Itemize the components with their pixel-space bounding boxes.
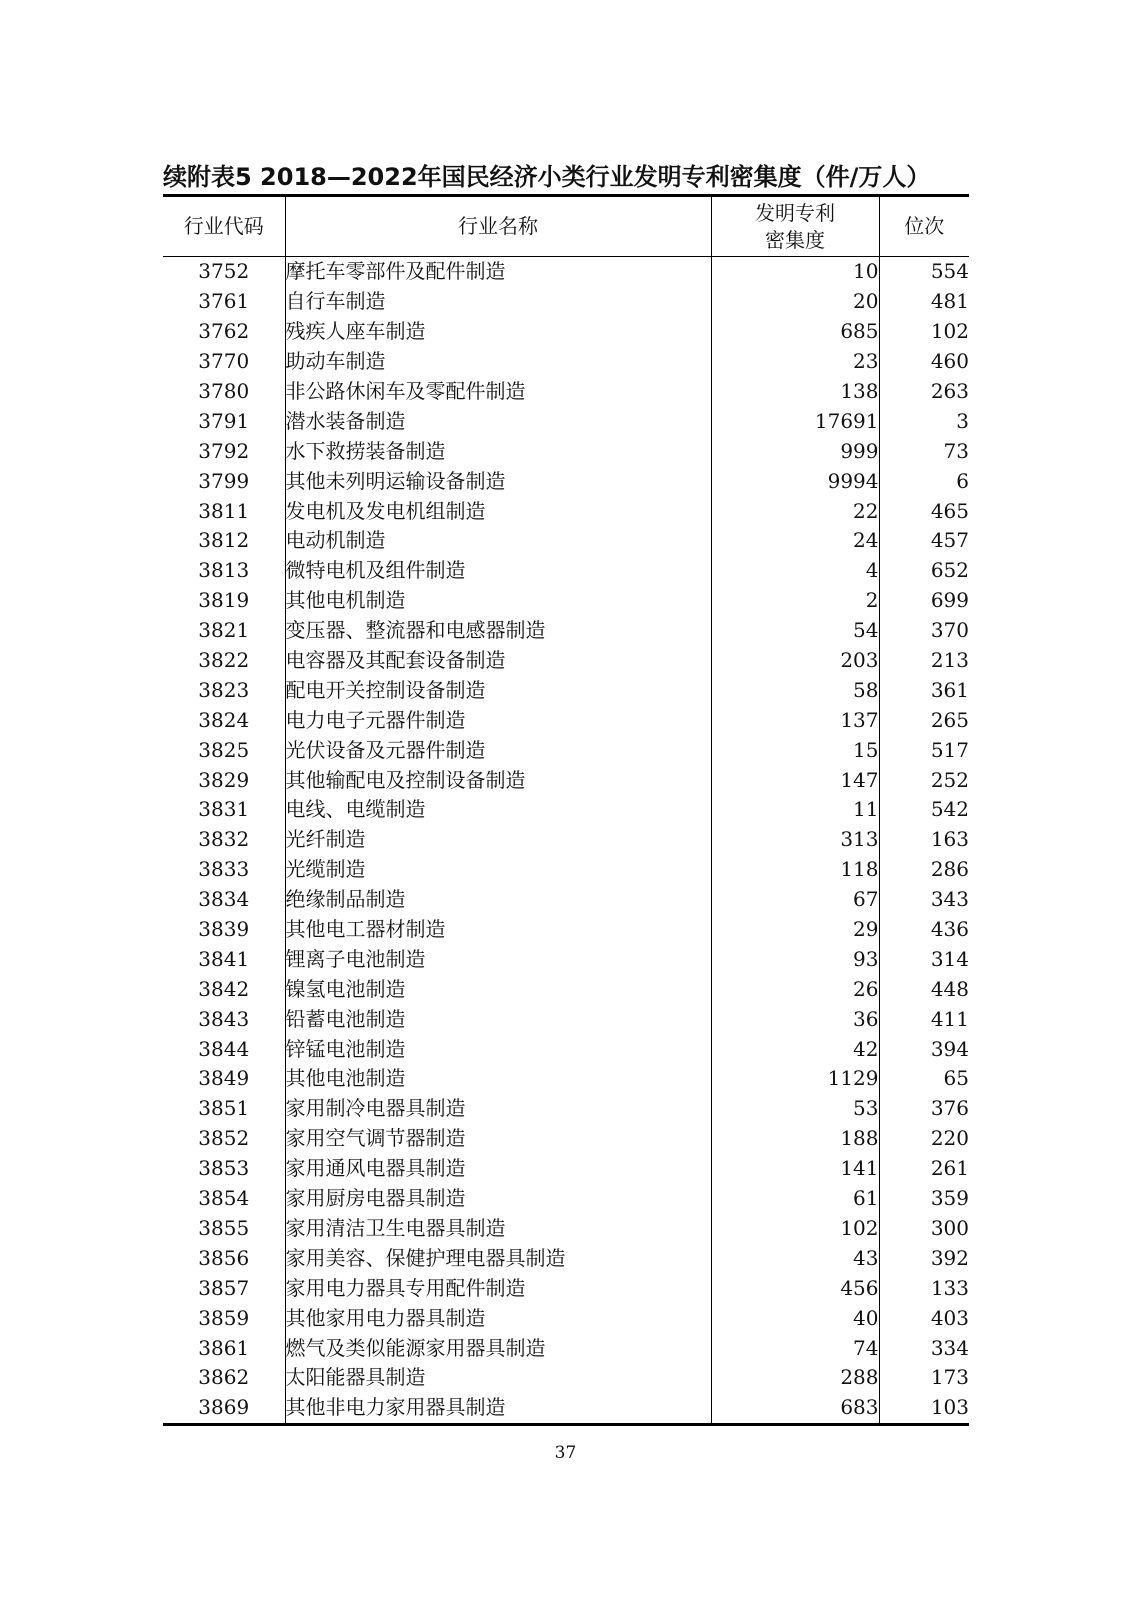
table-row xyxy=(163,1273,969,1303)
industry-name-cell: 非公路休闲车及零配件制造 xyxy=(285,377,711,407)
patent-density-table xyxy=(163,194,969,1426)
table-row xyxy=(163,1154,969,1184)
table-row xyxy=(163,526,969,556)
patent-density-cell: 1129 xyxy=(711,1064,879,1094)
industry-name-cell: 锌锰电池制造 xyxy=(285,1034,711,1064)
rank-cell: 343 xyxy=(879,885,969,915)
industry-name-cell: 家用电力器具专用配件制造 xyxy=(285,1273,711,1303)
industry-code-cell: 3861 xyxy=(198,1335,250,1360)
industry-name-cell: 变压器、整流器和电感器制造 xyxy=(285,616,711,646)
rank-cell: 460 xyxy=(879,347,969,377)
industry-code-cell: 3843 xyxy=(198,1006,250,1031)
industry-code-cell: 3832 xyxy=(198,827,250,852)
rank-cell: 394 xyxy=(879,1034,969,1064)
industry-code-cell: 3851 xyxy=(198,1096,250,1121)
industry-code-cell: 3852 xyxy=(198,1126,250,1151)
industry-name-cell: 铅蓄电池制造 xyxy=(285,1004,711,1034)
table-row xyxy=(163,1064,969,1094)
industry-code-cell: 3792 xyxy=(198,438,250,463)
table-row xyxy=(163,1303,969,1333)
header-industry-code: 行业代码 xyxy=(163,196,285,257)
table-row xyxy=(163,675,969,705)
header-patent-density xyxy=(711,196,879,257)
rank-cell: 411 xyxy=(879,1004,969,1034)
industry-code-cell: 3854 xyxy=(198,1186,250,1211)
rank-cell: 263 xyxy=(879,377,969,407)
table-row xyxy=(163,1214,969,1244)
rank-cell: 173 xyxy=(879,1363,969,1393)
patent-density-cell: 141 xyxy=(711,1154,879,1184)
rank-cell: 102 xyxy=(879,317,969,347)
industry-name-cell: 燃气及类似能源家用器具制造 xyxy=(285,1333,711,1363)
industry-code-cell: 3839 xyxy=(198,917,250,942)
industry-name-cell: 电线、电缆制造 xyxy=(285,795,711,825)
patent-density-cell: 74 xyxy=(711,1333,879,1363)
industry-name-cell: 其他未列明运输设备制造 xyxy=(285,466,711,496)
industry-code-cell: 3844 xyxy=(198,1036,250,1061)
rank-cell: 3 xyxy=(879,406,969,436)
patent-density-cell: 15 xyxy=(711,735,879,765)
industry-code-cell: 3859 xyxy=(198,1305,250,1330)
table-row xyxy=(163,1393,969,1424)
rank-cell: 359 xyxy=(879,1184,969,1214)
industry-code-cell: 3761 xyxy=(198,289,250,314)
patent-density-cell: 138 xyxy=(711,377,879,407)
rank-cell: 334 xyxy=(879,1333,969,1363)
table-row xyxy=(163,705,969,735)
table-row xyxy=(163,974,969,1004)
industry-code-cell: 3791 xyxy=(198,408,250,433)
patent-density-cell: 147 xyxy=(711,765,879,795)
table-row xyxy=(163,885,969,915)
industry-code-cell: 3853 xyxy=(198,1156,250,1181)
industry-code-cell: 3819 xyxy=(198,588,250,613)
patent-density-cell: 456 xyxy=(711,1273,879,1303)
industry-name-cell: 电力电子元器件制造 xyxy=(285,705,711,735)
industry-code-cell: 3829 xyxy=(198,767,250,792)
patent-density-cell: 4 xyxy=(711,556,879,586)
industry-name-cell: 残疾人座车制造 xyxy=(285,317,711,347)
industry-code-cell: 3770 xyxy=(198,349,250,374)
patent-density-cell: 118 xyxy=(711,855,879,885)
industry-code-cell: 3752 xyxy=(198,259,250,284)
patent-density-cell: 29 xyxy=(711,915,879,945)
table-row xyxy=(163,317,969,347)
industry-code-cell: 3833 xyxy=(198,857,250,882)
rank-cell: 163 xyxy=(879,825,969,855)
header-patent-density-line1: 发明专利 xyxy=(755,200,835,225)
rank-cell: 436 xyxy=(879,915,969,945)
table-row xyxy=(163,466,969,496)
industry-code-cell: 3842 xyxy=(198,976,250,1001)
patent-density-cell: 685 xyxy=(711,317,879,347)
industry-code-cell: 3822 xyxy=(198,648,250,673)
header-industry-name: 行业名称 xyxy=(285,196,711,257)
industry-name-cell: 家用厨房电器具制造 xyxy=(285,1184,711,1214)
rank-cell: 252 xyxy=(879,765,969,795)
table-row xyxy=(163,1243,969,1273)
table-row xyxy=(163,347,969,377)
table-row xyxy=(163,825,969,855)
industry-code-cell: 3812 xyxy=(198,528,250,553)
rank-cell: 376 xyxy=(879,1094,969,1124)
industry-name-cell: 家用通风电器具制造 xyxy=(285,1154,711,1184)
industry-code-cell: 3849 xyxy=(198,1066,250,1091)
patent-density-cell: 2 xyxy=(711,586,879,616)
patent-density-cell: 36 xyxy=(711,1004,879,1034)
table-row xyxy=(163,406,969,436)
industry-name-cell: 家用空气调节器制造 xyxy=(285,1124,711,1154)
industry-code-cell: 3813 xyxy=(198,558,250,583)
patent-density-cell: 683 xyxy=(711,1393,879,1424)
industry-code-cell: 3855 xyxy=(198,1215,250,1240)
table-row xyxy=(163,377,969,407)
rank-cell: 652 xyxy=(879,556,969,586)
table-row xyxy=(163,1333,969,1363)
industry-name-cell: 其他电池制造 xyxy=(285,1064,711,1094)
table-row xyxy=(163,616,969,646)
industry-name-cell: 光伏设备及元器件制造 xyxy=(285,735,711,765)
rank-cell: 133 xyxy=(879,1273,969,1303)
industry-code-cell: 3823 xyxy=(198,677,250,702)
rank-cell: 300 xyxy=(879,1214,969,1244)
table-row xyxy=(163,556,969,586)
rank-cell: 73 xyxy=(879,436,969,466)
table-row xyxy=(163,496,969,526)
industry-code-cell: 3862 xyxy=(198,1365,250,1390)
patent-density-cell: 203 xyxy=(711,646,879,676)
table-row xyxy=(163,855,969,885)
industry-code-cell: 3799 xyxy=(198,468,250,493)
rank-cell: 392 xyxy=(879,1243,969,1273)
industry-name-cell: 其他非电力家用器具制造 xyxy=(285,1393,711,1424)
industry-name-cell: 其他电工器材制造 xyxy=(285,915,711,945)
rank-cell: 213 xyxy=(879,646,969,676)
industry-name-cell: 镍氢电池制造 xyxy=(285,974,711,1004)
industry-name-cell: 配电开关控制设备制造 xyxy=(285,675,711,705)
table-row xyxy=(163,436,969,466)
industry-code-cell: 3811 xyxy=(198,498,250,523)
patent-density-cell: 54 xyxy=(711,616,879,646)
patent-density-cell: 20 xyxy=(711,287,879,317)
rank-cell: 403 xyxy=(879,1303,969,1333)
industry-code-cell: 3821 xyxy=(198,618,250,643)
rank-cell: 361 xyxy=(879,675,969,705)
patent-density-cell: 137 xyxy=(711,705,879,735)
table-row xyxy=(163,735,969,765)
industry-code-cell: 3841 xyxy=(198,946,250,971)
rank-cell: 465 xyxy=(879,496,969,526)
patent-density-cell: 999 xyxy=(711,436,879,466)
table-row xyxy=(163,795,969,825)
patent-density-cell: 43 xyxy=(711,1243,879,1273)
industry-name-cell: 微特电机及组件制造 xyxy=(285,556,711,586)
industry-name-cell: 太阳能器具制造 xyxy=(285,1363,711,1393)
industry-code-cell: 3824 xyxy=(198,707,250,732)
patent-density-cell: 313 xyxy=(711,825,879,855)
table-row xyxy=(163,1004,969,1034)
table-row xyxy=(163,257,969,287)
table-row xyxy=(163,1094,969,1124)
industry-name-cell: 发电机及发电机组制造 xyxy=(285,496,711,526)
industry-name-cell: 潜水装备制造 xyxy=(285,406,711,436)
industry-name-cell: 光纤制造 xyxy=(285,825,711,855)
patent-density-cell: 10 xyxy=(711,257,879,287)
patent-density-cell: 67 xyxy=(711,885,879,915)
rank-cell: 286 xyxy=(879,855,969,885)
patent-density-cell: 26 xyxy=(711,974,879,1004)
patent-density-cell: 93 xyxy=(711,944,879,974)
patent-density-cell: 61 xyxy=(711,1184,879,1214)
patent-density-cell: 102 xyxy=(711,1214,879,1244)
industry-name-cell: 其他家用电力器具制造 xyxy=(285,1303,711,1333)
rank-cell: 265 xyxy=(879,705,969,735)
rank-cell: 370 xyxy=(879,616,969,646)
industry-code-cell: 3857 xyxy=(198,1275,250,1300)
patent-density-cell: 17691 xyxy=(711,406,879,436)
patent-density-cell: 40 xyxy=(711,1303,879,1333)
industry-name-cell: 电动机制造 xyxy=(285,526,711,556)
industry-name-cell: 自行车制造 xyxy=(285,287,711,317)
rank-cell: 457 xyxy=(879,526,969,556)
table-row xyxy=(163,915,969,945)
table-header-row xyxy=(163,196,969,257)
industry-name-cell: 助动车制造 xyxy=(285,347,711,377)
industry-code-cell: 3831 xyxy=(198,797,250,822)
rank-cell: 448 xyxy=(879,974,969,1004)
table-body xyxy=(163,257,969,1425)
patent-density-cell: 9994 xyxy=(711,466,879,496)
rank-cell: 517 xyxy=(879,735,969,765)
table-row xyxy=(163,1363,969,1393)
table-row xyxy=(163,765,969,795)
industry-code-cell: 3869 xyxy=(163,1393,285,1424)
rank-cell: 699 xyxy=(879,586,969,616)
patent-density-cell: 24 xyxy=(711,526,879,556)
table-row xyxy=(163,1124,969,1154)
rank-cell: 261 xyxy=(879,1154,969,1184)
rank-cell: 554 xyxy=(879,257,969,287)
industry-name-cell: 锂离子电池制造 xyxy=(285,944,711,974)
industry-name-cell: 其他输配电及控制设备制造 xyxy=(285,765,711,795)
patent-density-cell: 288 xyxy=(711,1363,879,1393)
patent-density-cell: 58 xyxy=(711,675,879,705)
rank-cell: 481 xyxy=(879,287,969,317)
header-patent-density-line2: 密集度 xyxy=(765,227,825,252)
page-number: 37 xyxy=(554,1443,577,1463)
patent-density-cell: 11 xyxy=(711,795,879,825)
rank-cell: 314 xyxy=(879,944,969,974)
patent-density-cell: 188 xyxy=(711,1124,879,1154)
rank-cell: 65 xyxy=(879,1064,969,1094)
header-rank: 位次 xyxy=(879,196,969,257)
industry-name-cell: 摩托车零部件及配件制造 xyxy=(285,257,711,287)
industry-code-cell: 3762 xyxy=(198,319,250,344)
industry-name-cell: 家用美容、保健护理电器具制造 xyxy=(285,1243,711,1273)
industry-code-cell: 3780 xyxy=(198,379,250,403)
table-row xyxy=(163,287,969,317)
table-row xyxy=(163,1184,969,1214)
rank-cell: 103 xyxy=(879,1393,969,1424)
table-row xyxy=(163,646,969,676)
industry-name-cell: 绝缘制品制造 xyxy=(285,885,711,915)
industry-name-cell: 电容器及其配套设备制造 xyxy=(285,646,711,676)
table-row xyxy=(163,944,969,974)
table-row xyxy=(163,586,969,616)
rank-cell: 542 xyxy=(879,795,969,825)
industry-name-cell: 家用清洁卫生电器具制造 xyxy=(285,1214,711,1244)
patent-density-cell: 23 xyxy=(711,347,879,377)
patent-density-cell: 22 xyxy=(711,496,879,526)
industry-name-cell: 其他电机制造 xyxy=(285,586,711,616)
industry-code-cell: 3834 xyxy=(198,887,250,912)
rank-cell: 6 xyxy=(879,466,969,496)
rank-cell: 220 xyxy=(879,1124,969,1154)
table-row xyxy=(163,1034,969,1064)
industry-code-cell: 3856 xyxy=(198,1245,250,1270)
table-title: 续附表5 2018—2022年国民经济小类行业发明专利密集度（件/万人） xyxy=(163,163,931,191)
patent-density-cell: 42 xyxy=(711,1034,879,1064)
industry-name-cell: 水下救捞装备制造 xyxy=(285,436,711,466)
industry-code-cell: 3825 xyxy=(198,737,250,762)
industry-name-cell: 光缆制造 xyxy=(285,855,711,885)
industry-name-cell: 家用制冷电器具制造 xyxy=(285,1094,711,1124)
patent-density-cell: 53 xyxy=(711,1094,879,1124)
